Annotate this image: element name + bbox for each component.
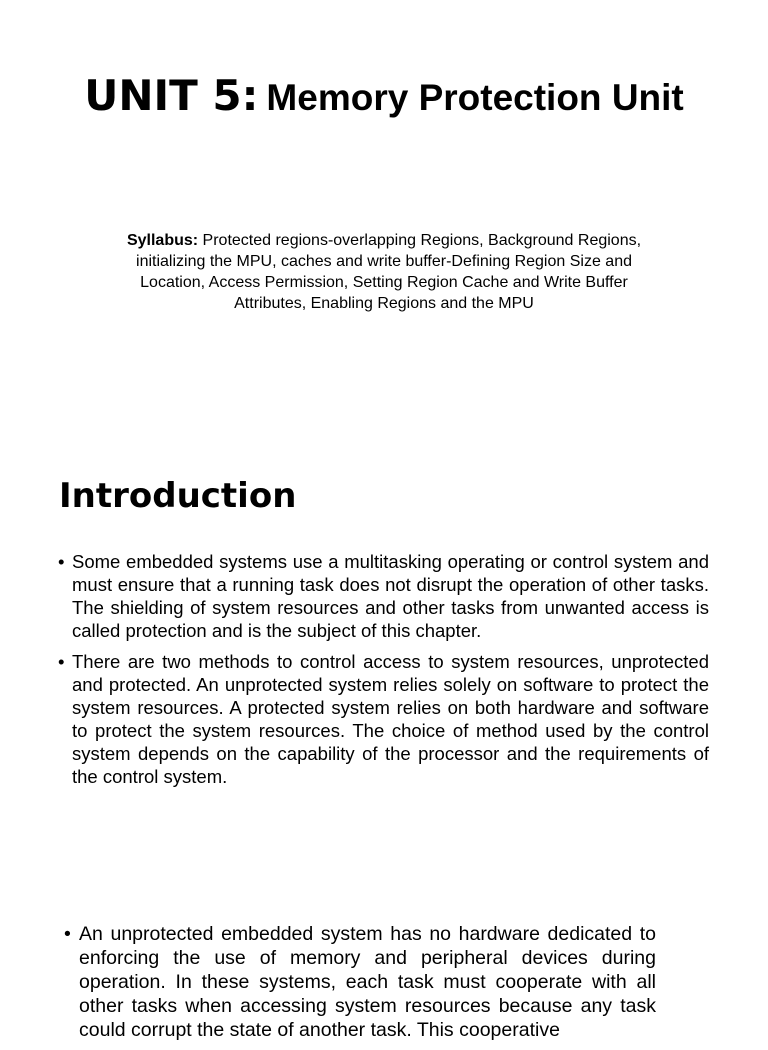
list-item: • Some embedded systems use a multitasking operating or control system and must ensure that a running task does not disrupt the operation of other tasks. The shielding of system resources and other tasks from unwanted access is called protection and is the subject of this chapter.	[58, 550, 709, 642]
unprotected-system-bullet-list	[64, 922, 656, 1050]
title-unit-name: Memory Protection Unit	[266, 77, 684, 118]
title-slide	[0, 0, 768, 440]
syllabus-label: Syllabus:	[126, 232, 199, 249]
syllabus-paragraph	[108, 230, 660, 314]
page-title	[0, 72, 768, 123]
introduction-heading: Introduction	[59, 476, 297, 516]
list-item: • There are two methods to control access to system resources, unprotected and protected. An unprotected system relies solely on software to protect the system resources. A protected system relies on both hardware and software to protect the system resources. The choice of method used by the control system depends on the capability of the processor and the requirements of the control system.	[58, 650, 709, 788]
title-unit-prefix: UNIT 5:	[84, 71, 259, 120]
list-item: • An unprotected embedded system has no hardware dedicated to enforcing the use of memory and peripheral devices during operation. In these systems, each task must cooperate with all other tasks when accessing system resources because any task could corrupt the state of another task. This cooperative	[64, 922, 656, 1042]
introduction-bullet-list	[58, 550, 709, 796]
syllabus-text: Protected regions-overlapping Regions, Background Regions, initializing the MPU, caches and write buffer-Defining Region Size and Location, Access Permission, Setting Region Cache and Write Buffer Attributes, Enabling Regions and the MPU	[136, 232, 642, 312]
